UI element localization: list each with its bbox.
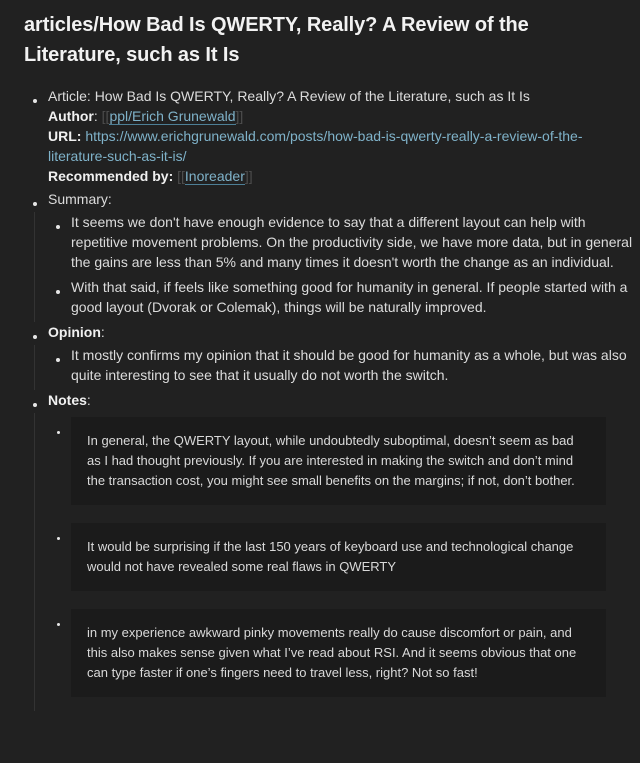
bullet-handle[interactable] bbox=[45, 519, 71, 540]
property-article bbox=[48, 86, 640, 106]
note-block[interactable] bbox=[45, 605, 640, 711]
article-label: Article: bbox=[48, 88, 91, 104]
block-content[interactable] bbox=[48, 322, 640, 345]
bullet-icon bbox=[57, 623, 60, 626]
page-title[interactable]: articles/How Bad Is QWERTY, Really? A Review of the Literature, such as It Is bbox=[24, 14, 529, 66]
bracket-open: [[ bbox=[101, 108, 110, 124]
bullet-handle[interactable] bbox=[45, 345, 71, 363]
block-content[interactable] bbox=[48, 390, 640, 413]
block-content[interactable]: It mostly confirms my opinion that it should be good for humanity as a whole, but was also quite interesting to see that it usually do not worth the switch. bbox=[71, 347, 627, 383]
bullet-icon bbox=[33, 202, 37, 206]
bullet-icon bbox=[33, 403, 37, 407]
author-sep: : bbox=[93, 108, 98, 124]
notes-sep: : bbox=[86, 392, 91, 408]
bullet-handle[interactable] bbox=[45, 605, 71, 626]
recommended-key: Recommended by: bbox=[48, 168, 174, 184]
property-url bbox=[48, 126, 640, 166]
bullet-icon bbox=[33, 335, 37, 339]
block-content[interactable]: It seems we don't have enough evidence to say that a different layout can help with repetitive movement problems. On the productivity side, we have more data, but in general the gains are less than 5% and many times it doesn't worth the change as an individual. bbox=[71, 214, 633, 270]
bracket-close: ]] bbox=[235, 108, 244, 124]
bullet-handle[interactable] bbox=[45, 277, 71, 295]
opinion-sep: : bbox=[100, 324, 105, 340]
note-block[interactable] bbox=[45, 413, 640, 519]
bullet-handle[interactable] bbox=[22, 189, 48, 207]
bullet-icon bbox=[56, 358, 60, 362]
bullet-icon bbox=[56, 225, 60, 229]
property-recommended bbox=[48, 166, 640, 186]
block-metadata[interactable] bbox=[22, 86, 640, 189]
notes-label: Notes bbox=[48, 392, 87, 408]
block-content[interactable] bbox=[48, 86, 640, 189]
block-opinion[interactable] bbox=[22, 322, 640, 390]
bullet-handle[interactable] bbox=[45, 413, 71, 434]
author-page-ref[interactable]: ppl/Erich Grunewald bbox=[109, 108, 236, 124]
bullet-handle[interactable] bbox=[45, 212, 71, 230]
notes-children bbox=[34, 413, 640, 711]
bullet-icon bbox=[57, 537, 60, 540]
opinion-child-block[interactable] bbox=[45, 345, 640, 390]
property-author bbox=[48, 106, 640, 126]
bullet-icon bbox=[33, 99, 37, 103]
bullet-icon bbox=[56, 290, 60, 294]
bullet-icon bbox=[57, 431, 60, 434]
opinion-children bbox=[34, 345, 640, 390]
block-notes[interactable] bbox=[22, 390, 640, 711]
summary-child-block[interactable] bbox=[45, 277, 640, 322]
article-value: How Bad Is QWERTY, Really? A Review of the Literature, such as It Is bbox=[94, 88, 530, 104]
block-content[interactable]: With that said, if feels like something good for humanity in general. If people started with a good layout (Dvorak or Colemak), things will be naturally improved. bbox=[71, 279, 628, 315]
bracket-close: ]] bbox=[244, 168, 253, 184]
quote-block[interactable]: in my experience awkward pinky movements really do cause discomfort or pain, and this also makes sense given what I’ve read about RSI. And it seems obvious that one can type faster if one’s fingers need to travel less, right? Not so fast! bbox=[71, 609, 606, 697]
block-list bbox=[0, 86, 640, 711]
note-block[interactable] bbox=[45, 519, 640, 605]
quote-block[interactable]: In general, the QWERTY layout, while undoubtedly suboptimal, doesn’t seem as bad as I had thought previously. If you are interested in making the switch and don’t mind the transaction cost, you might see small benefits on the margins; if not, don’t bother. bbox=[71, 417, 606, 505]
quote-block[interactable]: It would be surprising if the last 150 years of keyboard use and technological change would not have revealed some real flaws in QWERTY bbox=[71, 523, 606, 591]
bullet-handle[interactable] bbox=[22, 390, 48, 408]
url-link[interactable]: https://www.erichgrunewald.com/posts/how-bad-is-qwerty-really-a-review-of-the-literature-such-as-it-is/ bbox=[48, 128, 583, 164]
author-key: Author bbox=[48, 108, 94, 124]
block-summary[interactable] bbox=[22, 189, 640, 322]
summary-child-block[interactable] bbox=[45, 212, 640, 277]
opinion-label: Opinion bbox=[48, 324, 101, 340]
bullet-handle[interactable] bbox=[22, 322, 48, 340]
bullet-handle[interactable] bbox=[22, 86, 48, 104]
url-key: URL: bbox=[48, 128, 82, 144]
recommended-page-ref[interactable]: Inoreader bbox=[184, 168, 245, 184]
summary-label[interactable]: Summary: bbox=[48, 191, 112, 207]
summary-children bbox=[34, 212, 640, 322]
bracket-open: [[ bbox=[177, 168, 185, 184]
